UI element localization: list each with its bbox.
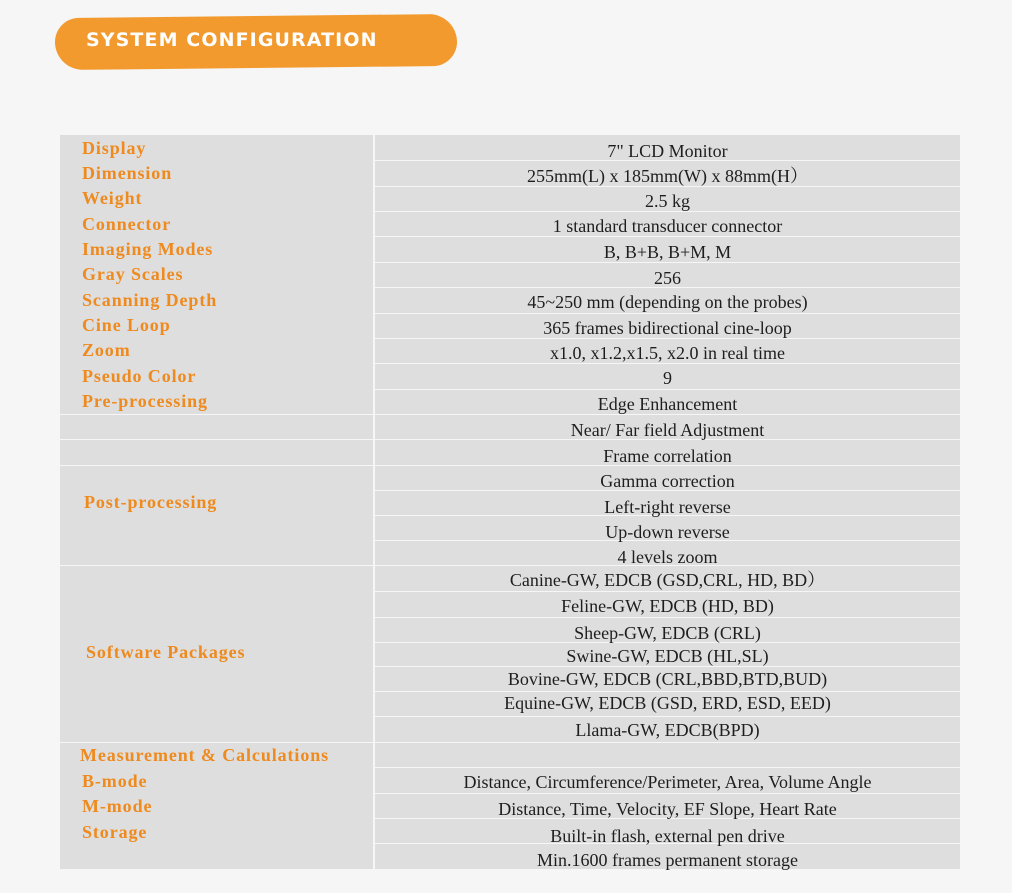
row-divider: [375, 767, 960, 768]
spec-value: Min.1600 frames permanent storage: [537, 850, 798, 870]
spec-value: Sheep-GW, EDCB (CRL): [574, 623, 761, 643]
row-divider: [375, 414, 960, 415]
spec-label-storage: Storage: [82, 822, 148, 842]
spec-value: x1.0, x1.2,x1.5, x2.0 in real time: [550, 343, 785, 363]
spec-value: Distance, Circumference/Perimeter, Area, Volume Angle: [463, 772, 872, 792]
spec-value: Built-in flash, external pen drive: [550, 826, 785, 846]
spec-value: 1 standard transducer connector: [552, 216, 783, 236]
row-divider: [60, 414, 373, 415]
spec-value: Feline-GW, EDCB (HD, BD): [561, 596, 774, 616]
spec-label-dimension: Dimension: [82, 163, 173, 183]
spec-label-m-mode: M-mode: [82, 796, 153, 816]
row-divider: [375, 742, 960, 743]
section-title: SYSTEM CONFIGURATION: [86, 29, 378, 51]
spec-label-software-packages: Software Packages: [86, 642, 246, 662]
row-divider: [60, 439, 373, 440]
spec-label-imaging-modes: Imaging Modes: [82, 239, 214, 259]
spec-value: 256: [654, 268, 681, 288]
spec-value: 4 levels zoom: [617, 547, 718, 567]
spec-value: 9: [663, 368, 672, 388]
row-divider: [375, 617, 960, 618]
spec-label-scanning-depth: Scanning Depth: [82, 290, 218, 310]
spec-value: Left-right reverse: [604, 497, 731, 517]
row-divider: [375, 591, 960, 592]
spec-value: 45~250 mm (depending on the probes): [527, 292, 808, 312]
spec-value: Llama-GW, EDCB(BPD): [575, 720, 760, 740]
row-divider: [375, 211, 960, 212]
spec-value: Swine-GW, EDCB (HL,SL): [566, 646, 769, 666]
spec-label-post-processing: Post-processing: [84, 492, 218, 512]
row-divider: [375, 389, 960, 390]
row-divider: [60, 565, 373, 566]
spec-label-weight: Weight: [82, 188, 143, 208]
spec-table: [60, 135, 960, 869]
row-divider: [60, 465, 373, 466]
row-divider: [375, 236, 960, 237]
spec-value: 2.5 kg: [645, 191, 690, 211]
spec-label-measurement: Measurement & Calculations: [80, 745, 330, 765]
row-divider: [375, 186, 960, 187]
spec-value: Near/ Far field Adjustment: [570, 420, 765, 440]
spec-label-pseudo-color: Pseudo Color: [82, 366, 197, 386]
spec-label-zoom: Zoom: [82, 340, 131, 360]
spec-value: Up-down reverse: [605, 522, 730, 542]
spec-value: Frame correlation: [603, 446, 732, 466]
spec-label-display: Display: [82, 138, 147, 158]
spec-value: Canine-GW, EDCB (GSD,CRL, HD, BD）: [509, 570, 826, 590]
spec-value: Edge Enhancement: [597, 394, 738, 414]
row-divider: [375, 313, 960, 314]
spec-value: 7" LCD Monitor: [607, 141, 728, 161]
spec-value: Equine-GW, EDCB (GSD, ERD, ESD, EED): [504, 693, 831, 713]
spec-label-b-mode: B-mode: [82, 771, 148, 791]
spec-label-connector: Connector: [82, 214, 172, 234]
spec-value: Distance, Time, Velocity, EF Slope, Heart Rate: [498, 799, 837, 819]
spec-label-cine-loop: Cine Loop: [82, 315, 171, 335]
spec-value: 365 frames bidirectional cine-loop: [543, 318, 792, 338]
row-divider: [375, 262, 960, 263]
spec-value: 255mm(L) x 185mm(W) x 88mm(H）: [527, 166, 808, 186]
row-divider: [60, 742, 373, 743]
row-divider: [375, 793, 960, 794]
spec-value: Bovine-GW, EDCB (CRL,BBD,BTD,BUD): [507, 669, 828, 689]
row-divider: [375, 691, 960, 692]
spec-label-pre-processing: Pre-processing: [82, 391, 208, 411]
spec-value: B, B+B, B+M, M: [603, 242, 732, 262]
row-divider: [375, 716, 960, 717]
row-divider: [375, 338, 960, 339]
row-divider: [375, 666, 960, 667]
spec-value: Gamma correction: [600, 471, 735, 491]
row-divider: [375, 363, 960, 364]
spec-label-gray-scales: Gray Scales: [82, 264, 184, 284]
